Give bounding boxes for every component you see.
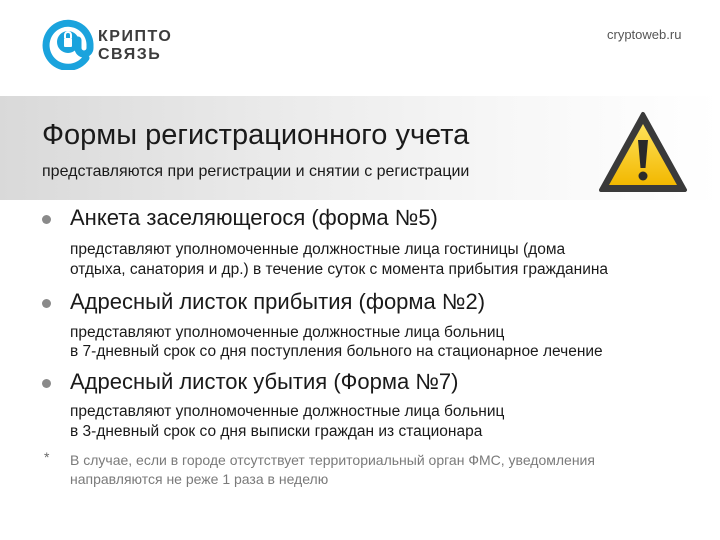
footnote-line: направляются не реже 1 раза в неделю <box>70 471 329 487</box>
item-description: представляют уполномоченные должностные лица больниц <box>70 324 505 341</box>
footnote-mark: * <box>44 449 50 465</box>
item-description: в 7-дневный срок со дня поступления больного на стационарное лечение <box>70 343 603 360</box>
item-title: Анкета заселяющегося (форма №5) <box>70 205 438 230</box>
item-description: представляют уполномоченные должностные лица больниц <box>70 403 505 420</box>
footnote-text <box>70 451 595 489</box>
page-title: Формы регистрационного учета <box>42 119 470 151</box>
site-url[interactable]: cryptoweb.ru <box>607 27 682 42</box>
item-description: в 3-дневный срок со дня выписки граждан из стационара <box>70 423 483 440</box>
bullet <box>42 379 51 388</box>
logo <box>40 14 190 74</box>
logo-text-bottom: СВЯЗЬ <box>98 46 162 63</box>
logo-text-top: КРИПТО <box>98 28 173 45</box>
warning-icon <box>597 110 689 194</box>
footnote-line: В случае, если в городе отсутствует территориальный орган ФМС, уведомления <box>70 452 595 468</box>
bullet <box>42 299 51 308</box>
item-title: Адресный листок убытия (Форма №7) <box>70 369 459 394</box>
item-title: Адресный листок прибытия (форма №2) <box>70 289 486 314</box>
item-description: отдыха, санатория и др.) в течение суток с момента прибытия гражданина <box>70 261 609 278</box>
page-subtitle: представляются при регистрации и снятии с регистрации <box>42 163 470 180</box>
at-sign-lock-icon <box>40 14 96 70</box>
item-description: представляют уполномоченные должностные лица гостиницы (дома <box>70 241 566 258</box>
bullet <box>42 215 51 224</box>
